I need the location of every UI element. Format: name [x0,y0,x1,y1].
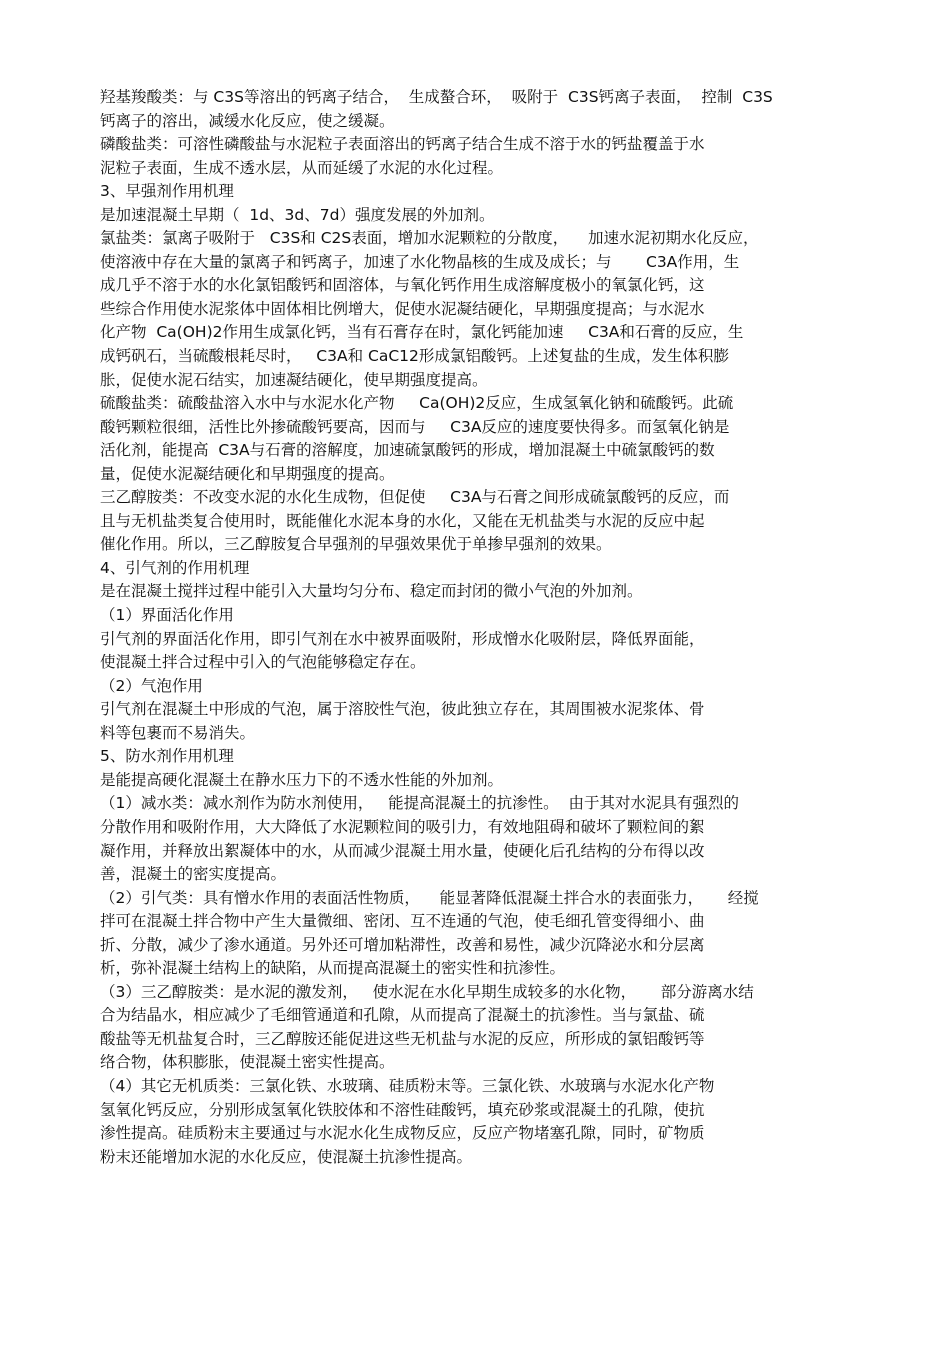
text-line: 拌可在混凝土拌合物中产生大量微细、密闭、互不连通的气泡，使毛细孔管变得细小、曲 [100,912,705,931]
document-body-text [100,86,870,1169]
text-line: 善，混凝土的密实度提高。 [100,865,287,884]
text-line: （4）其它无机质类：三氯化铁、水玻璃、硅质粉末等。三氯化铁、水玻璃与水泥水化产物 [100,1076,715,1095]
text-line: 活化剂，能提高 C3A与石膏的溶解度，加速硫氯酸钙的形成，增加混凝土中硫氯酸钙的数 [100,441,715,460]
text-line: 成几乎不溶于水的水化氯铝酸钙和固溶体，与氧化钙作用生成溶解度极小的氧氯化钙，这 [100,276,705,295]
text-line: 分散作用和吸附作用，大大降低了水泥颗粒间的吸引力，有效地阻碍和破坏了颗粒间的絮 [100,817,705,836]
text-line: 些综合作用使水泥浆体中固体相比例增大，促使水泥凝结硬化，早期强度提高；与水泥水 [100,299,705,318]
text-line: 化产物 Ca(OH)2作用生成氯化钙，当有石膏存在时，氯化钙能加速 C3A和石膏的反应，生 [100,323,744,342]
text-line: 引气剂在混凝土中形成的气泡，属于溶胶性气泡，彼此独立存在，其周围被水泥浆体、骨 [100,700,705,719]
text-line: 是能提高硬化混凝土在静水压力下的不透水性能的外加剂。 [100,770,504,789]
text-line: 使溶液中存在大量的氯离子和钙离子，加速了水化物晶核的生成及成长；与 C3A作用，生 [100,252,740,271]
text-line: 三乙醇胺类：不改变水泥的水化生成物，但促使 C3A与石膏之间形成硫氯酸钙的反应，而 [100,488,730,507]
text-line: （1）减水类：减水剂作为防水剂使用， 能提高混凝土的抗渗性。 由于其对水泥具有强烈的 [100,794,739,813]
text-line: 料等包裹而不易消失。 [100,723,256,742]
text-line: 且与无机盐类复合使用时，既能催化水泥本身的水化，又能在无机盐类与水泥的反应中起 [100,511,705,530]
text-line: 磷酸盐类：可溶性磷酸盐与水泥粒子表面溶出的钙离子结合生成不溶于水的钙盐覆盖于水 [100,135,705,154]
text-line: 催化作用。所以，三乙醇胺复合早强剂的早强效果优于单掺早强剂的效果。 [100,535,612,554]
text-line: （1）界面活化作用 [100,606,234,625]
text-line: 氢氧化钙反应，分别形成氢氧化铁胶体和不溶性硅酸钙，填充砂浆或混凝土的孔隙，使抗 [100,1100,705,1119]
text-line: 酸盐等无机盐复合时，三乙醇胺还能促进这些无机盐与水泥的反应，所形成的氯铝酸钙等 [100,1029,705,1048]
text-line: 析，弥补混凝土结构上的缺陷，从而提高混凝土的密实性和抗渗性。 [100,959,566,978]
text-line: 粉末还能增加水泥的水化反应，使混凝土抗渗性提高。 [100,1147,473,1166]
text-line: 折、分散，减少了渗水通道。另外还可增加粘滞性，改善和易性，减少沉降泌水和分层离 [100,935,705,954]
text-line: 量，促使水泥凝结硬化和早期强度的提高。 [100,464,395,483]
text-line: （2）气泡作用 [100,676,203,695]
text-line: 酸钙颗粒很细，活性比外掺硫酸钙要高，因而与 C3A反应的速度要快得多。而氢氧化钠是 [100,417,730,436]
text-line: （2）引气类：具有憎水作用的表面活性物质， 能显著降低混凝土拌合水的表面张力， 经搅 [100,888,759,907]
text-line: 4、引气剂的作用机理 [100,558,250,577]
text-line: 是在混凝土搅拌过程中能引入大量均匀分布、稳定而封闭的微小气泡的外加剂。 [100,582,643,601]
text-line: 泥粒子表面，生成不透水层，从而延缓了水泥的水化过程。 [100,158,504,177]
text-line: 钙离子的溶出，减缓水化反应，使之缓凝。 [100,111,395,130]
text-line: （3）三乙醇胺类：是水泥的激发剂， 使水泥在水化早期生成较多的水化物， 部分游离水结 [100,982,754,1001]
text-line: 氯盐类：氯离子吸附于 C3S和 C2S表面，增加水泥颗粒的分散度， 加速水泥初期水化反应， [100,229,759,248]
text-line: 使混凝土拌合过程中引入的气泡能够稳定存在。 [100,653,426,672]
text-line: 凝作用，并释放出絮凝体中的水，从而减少混凝土用水量，使硬化后孔结构的分布得以改 [100,841,705,860]
text-line: 络合物，体积膨胀，使混凝土密实性提高。 [100,1053,395,1072]
text-line: 5、防水剂作用机理 [100,747,234,766]
text-line: 胀，促使水泥石结实，加速凝结硬化，使早期强度提高。 [100,370,488,389]
text-line: 羟基羧酸类：与 C3S等溶出的钙离子结合， 生成螯合环， 吸附于 C3S钙离子表面， 控制 C3S [100,88,773,106]
text-line: 引气剂的界面活化作用，即引气剂在水中被界面吸附，形成憎水化吸附层，降低界面能， [100,629,705,648]
text-line: 是加速混凝土早期（ 1d、3d、7d）强度发展的外加剂。 [100,205,495,224]
text-line: 渗性提高。硅质粉末主要通过与水泥水化生成物反应，反应产物堵塞孔隙，同时，矿物质 [100,1124,705,1143]
text-line: 合为结晶水，相应减少了毛细管通道和孔隙，从而提高了混凝土的抗渗性。当与氯盐、硫 [100,1006,705,1025]
text-line: 成钙矾石，当硫酸根耗尽时， C3A和 CaC12形成氯铝酸钙。上述复盐的生成，发生体积膨 [100,347,729,366]
text-line: 硫酸盐类：硫酸盐溶入水中与水泥水化产物 Ca(OH)2反应，生成氢氧化钠和硫酸钙。此硫 [100,394,734,413]
text-line: 3、早强剂作用机理 [100,182,234,201]
